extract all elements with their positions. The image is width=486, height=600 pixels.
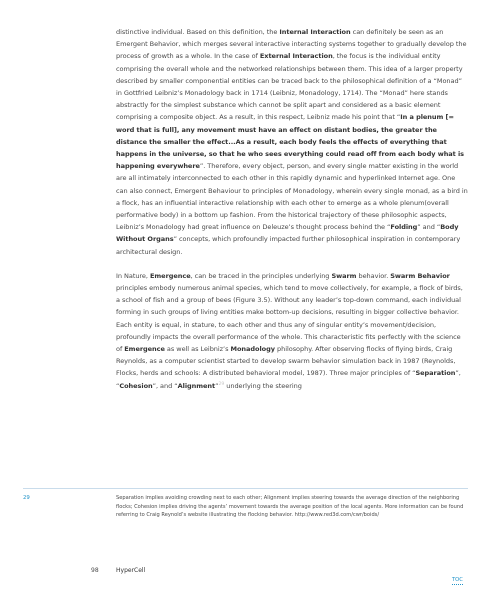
paragraph-emergent-behavior: distinctive individual. Based on this definition, the Internal Interaction can definitely be seen as an Emergent Behavior, which merges several interactive interacting systems together to gradually develop the process of growth as a whole. In the case of External Interaction, the focus is the individual entity comprising the overall whole and the networked relationships between them. This idea of a larger property described by smaller componential entities can be traced back to the philosophical definition of a “Monad” in Gottfried Leibniz’s Monadology back in 1714 (Leibniz, Monadology, 1714). The “Monad” here stands abstractly for the simplest substance which cannot be split apart and considered as a basic element comprising a composite object. As a result, in this respect, Leibniz made his point that “In a plenum [= word that is full], any movement must have an effect on distant bodies, the greater the distance the smaller the effect...As a result, each body feels the effects of everything that happens in the universe, so that he who sees everything could read off from each body what is happening everywhere”. Therefore, every object, person, and every single matter existing in the world are all intimately interconnected to each other in this rapidly dynamic and hyperlinked Internet age. One can also connect, Emergent Behaviour to principles of Monadology, wherein every single monad, as a bird in a flock, has an influential interactive relationship with each other to emerge as a whole plenum(overall performative body) in a bottom up fashion. From the historical trajectory of these philosophic aspects, Leibniz’s Monadology had great influence on Deleuze’s thought process behind the “Folding” and “Body Without Organs” concepts, which profoundly impacted further philosophical inspiration in contemporary architectural design. <box>116 28 468 256</box>
emphasized-term: External Interaction <box>259 52 333 61</box>
emphasized-term: Alignment <box>177 381 216 390</box>
body-text <box>116 26 468 392</box>
emphasized-term: Monadology <box>230 345 275 354</box>
page-number: 98 <box>91 567 99 574</box>
emphasized-term: Emergence <box>124 345 165 354</box>
footnote-text: Separation implies avoiding crowding next to each other; Alignment implies steering towards the average direction of the neighboring flocks; Cohesion implies driving the agents’ movement towards the average position of the local agents. More information can be found referring to Craig Reynold’s website illustrating the flocking behavior. http://www.red3d.com/cwr/boids/ <box>116 495 464 519</box>
emphasized-term: Emergence <box>149 271 191 280</box>
emphasized-term: Internal Interaction <box>279 28 351 36</box>
paragraph-swarm-behavior: In Nature, Emergence, can be traced in the principles underlying Swarm behavior. Swarm Behavior principles embody numerous animal species, which tend to move collectively, for example, a flock of birds, a school of fish and a group of bees (Figure 3.5). Without any leader’s top-down command, each individual forming in such groups of living entities make bottom-up decisions, resulting in bigger collective behavior. Each entity is equal, in stature, to each other and thus any of singular entity’s movement/decision, profoundly impacts the overall performance of the whole. This characteristic fits perfectly with the science of Emergence as well as Leibniz’s Monadology philosophy. After observing flocks of flying birds, Craig Reynolds, as a computer scientist started to develop swarm behavior simulation back in 1987 (Reynolds, Flocks, herds and schools: A distributed behavioral model, 1987). Three major principles of “Separation”, “Cohesion”, and “Alignment”$^{29}$ underlying the steering <box>116 271 463 390</box>
emphasized-term: In a plenum [= word that is full], any movement must have an effect on distant bodies, the greater the distance the smaller the effect...As a result, each body feels the effects of everything that happens in the universe, so that he who sees everything could read off from each body what is happening everywhere <box>116 113 465 171</box>
emphasized-term: Separation <box>415 369 456 378</box>
footnote-number: 29 <box>23 495 30 501</box>
emphasized-term: Body Without Organs <box>116 223 459 244</box>
emphasized-term: Cohesion <box>119 381 153 390</box>
footnote-reference[interactable]: 29 <box>218 381 225 387</box>
emphasized-term: Swarm <box>331 271 357 280</box>
emphasized-term: Swarm Behavior <box>390 271 450 280</box>
running-title: HyperCell <box>116 567 146 574</box>
emphasized-term: Folding <box>390 223 418 232</box>
toc-link[interactable]: TOC <box>452 577 463 583</box>
footnote-divider <box>23 488 468 489</box>
